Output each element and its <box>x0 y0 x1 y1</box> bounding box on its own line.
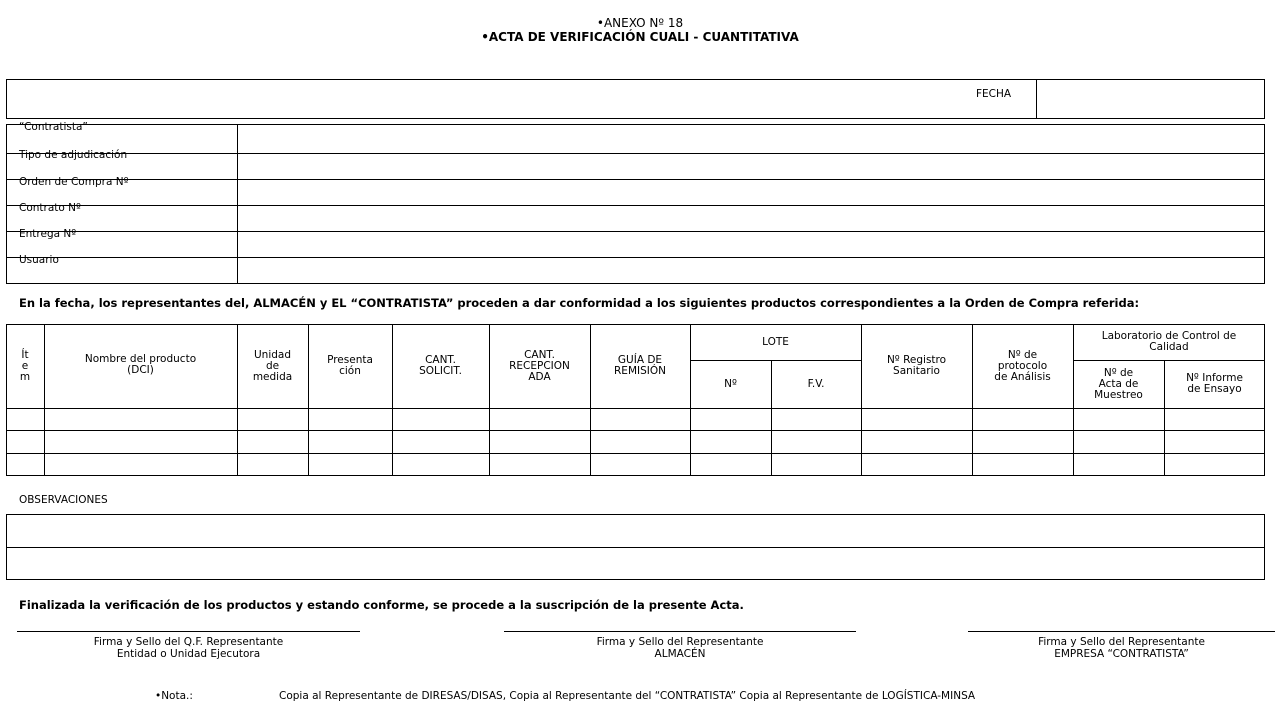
nota-label: •Nota.: <box>155 690 193 702</box>
info-label-contratista: “Contratista” <box>19 121 88 133</box>
signature-almacen-line1: Firma y Sello del Representante <box>596 636 764 648</box>
signature-contratista-line1: Firma y Sello del Representante <box>1038 636 1205 648</box>
table-row[interactable] <box>7 431 1264 453</box>
table-row[interactable] <box>7 409 1264 430</box>
annex-number: •ANEXO Nº 18 <box>596 16 684 30</box>
signature-qf-line2: Entidad o Unidad Ejecutora <box>116 648 261 660</box>
signature-line-qf <box>17 631 360 632</box>
info-value-contrato[interactable] <box>242 208 1260 228</box>
col-header-acta: Nº de Acta de Muestreo <box>1094 366 1143 401</box>
col-header-protocolo: Nº de protocolo de Análisis <box>994 348 1051 383</box>
info-label-tipo-adjudicacion: Tipo de adjudicación <box>19 149 128 161</box>
closing-text: Finalizada la verificación de los productos y estando conforme, se procede a la suscripción de la presente Acta. <box>19 598 744 612</box>
info-value-usuario[interactable] <box>242 260 1260 280</box>
col-header-presentacion: Presenta ción <box>327 354 373 377</box>
signature-qf <box>17 636 360 660</box>
fecha-field[interactable] <box>1042 88 1257 108</box>
signature-line-almacen <box>504 631 856 632</box>
info-label-contrato: Contrato Nº <box>19 202 81 214</box>
signature-almacen-line2: ALMACÉN <box>654 648 706 660</box>
nota-text: Copia al Representante de DIRESAS/DISAS, Copia al Representante del “CONTRATISTA” Copia al Representante de LOGÍSTICA-MINSA <box>279 690 976 702</box>
signature-line-contratista <box>968 631 1275 632</box>
observaciones-label: OBSERVACIONES <box>19 494 108 506</box>
signature-contratista <box>968 636 1275 660</box>
document-title: •ACTA DE VERIFICACIÓN CUALI - CUANTITATIVA <box>481 30 799 44</box>
col-header-cant-recepcion: CANT. RECEPCION ADA <box>509 348 570 383</box>
observaciones-line-1[interactable] <box>12 518 1260 544</box>
col-header-guia: GUÍA DE REMISIÓN <box>614 354 666 377</box>
info-value-tipo-adjudicacion[interactable] <box>242 156 1260 176</box>
col-header-lote-fv: F.V. <box>807 377 825 390</box>
info-label-orden-compra: Orden de Compra Nº <box>19 176 129 188</box>
info-value-contratista[interactable] <box>242 127 1260 149</box>
col-header-unidad: Unidad de medida <box>252 348 293 383</box>
info-value-entrega[interactable] <box>242 234 1260 254</box>
fecha-label: FECHA <box>976 88 1012 100</box>
col-header-laboratorio: Laboratorio de Control de Calidad <box>1101 330 1237 353</box>
info-label-entrega: Entrega Nº <box>19 228 77 240</box>
info-label-usuario: Usuario <box>19 254 59 266</box>
col-header-informe: Nº Informe de Ensayo <box>1186 372 1243 395</box>
col-header-registro: Nº Registro Sanitario <box>886 354 947 377</box>
table-row[interactable] <box>7 454 1264 475</box>
col-header-nombre: Nombre del producto (DCI) <box>84 353 197 376</box>
col-header-cant-solicit: CANT. SOLICIT. <box>419 354 462 377</box>
signature-qf-line1: Firma y Sello del Q.F. Representante <box>93 636 284 648</box>
col-header-lote: LOTE <box>762 335 789 348</box>
col-header-lote-no: Nº <box>724 377 737 390</box>
signature-contratista-line2: EMPRESA “CONTRATISTA” <box>1054 648 1189 660</box>
observaciones-line-2[interactable] <box>12 551 1260 577</box>
intro-text: En la fecha, los representantes del, ALMACÉN y EL “CONTRATISTA” proceden a dar conformidad a los siguientes productos correspondientes a la Orden de Compra referida: <box>19 296 1140 310</box>
info-value-orden-compra[interactable] <box>242 182 1260 202</box>
document-header <box>0 16 1280 44</box>
col-header-item: Ít e m <box>19 348 31 383</box>
signature-almacen <box>504 636 856 660</box>
